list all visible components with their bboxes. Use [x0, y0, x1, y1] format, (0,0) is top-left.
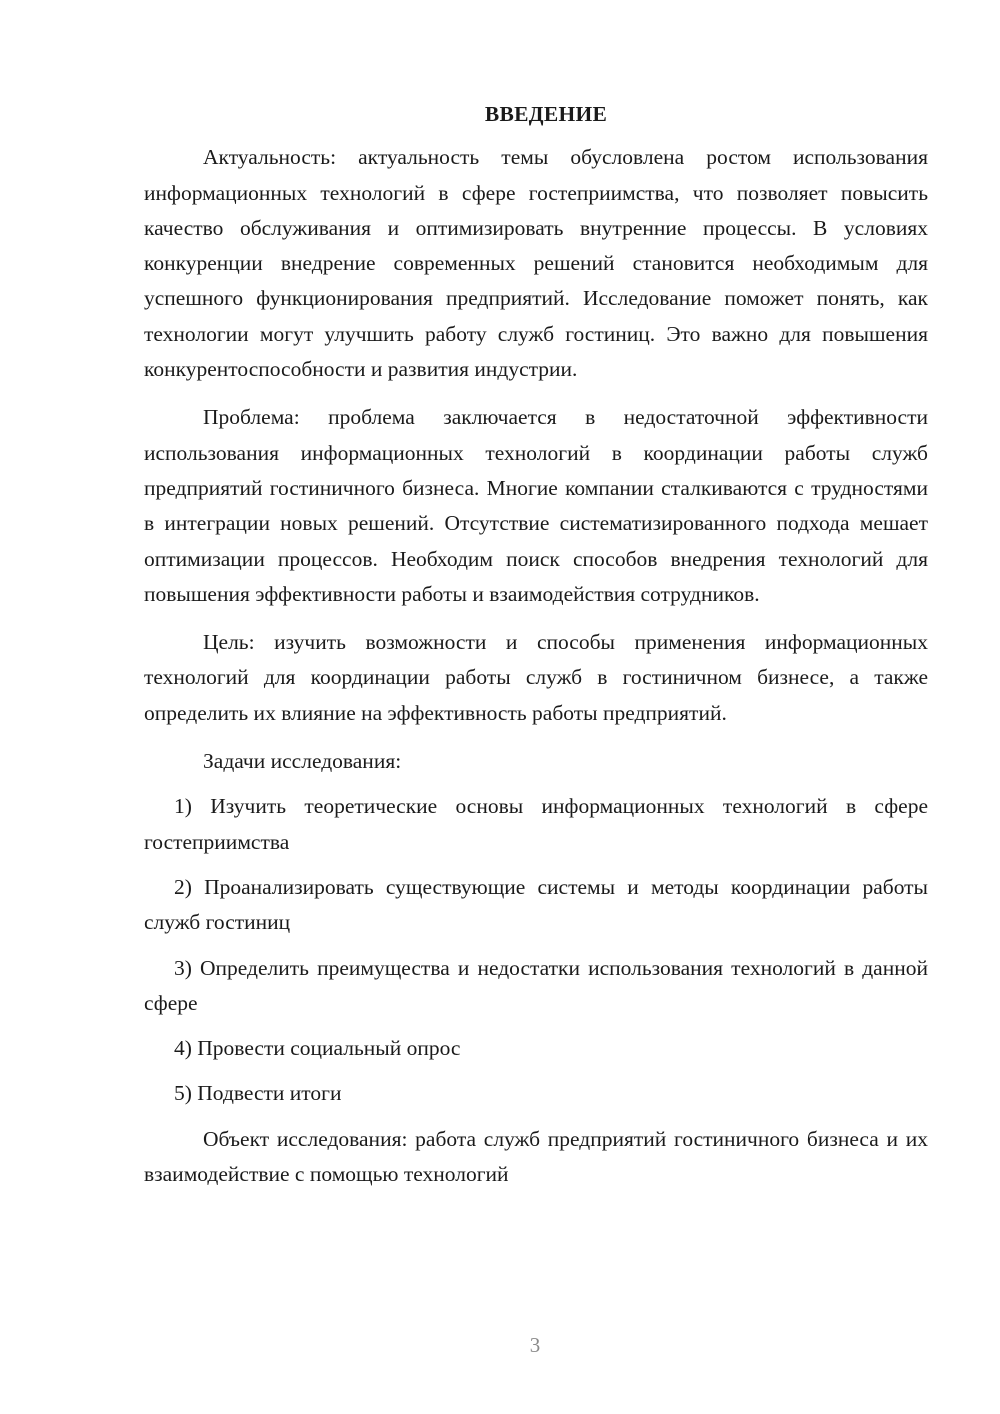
task-item-4: 4) Провести социальный опрос: [174, 1036, 461, 1061]
page-number: 3: [529, 1333, 541, 1357]
task-item-5: 5) Подвести итоги: [174, 1081, 342, 1106]
page-content: [144, 97, 928, 1205]
paragraph-object: Объект исследования: работа служб предприятий гостиничного бизнеса и их взаимодействие с помощью технологий: [144, 1126, 928, 1187]
section-title: ВВЕДЕНИЕ: [484, 102, 608, 126]
task-item-1: 1) Изучить теоретические основы информационных технологий в сфере гостеприимства: [144, 794, 928, 854]
paragraph-problem: Проблема: проблема заключается в недостаточной эффективности использования информационных технологий в координации работы служб предприятий гостиничного бизнеса. Многие компании сталкиваются с трудностями в интеграции новых решений. Отсутствие систематизированного подхода мешает оптимизации процессов. Необходим поиск способов внедрения технологий для повышения эффективности работы и взаимодействия сотрудников.: [144, 405, 928, 606]
paragraph-goal: Цель: изучить возможности и способы применения информационных технологий для координации работы служб в гостиничном бизнесе, а также определить их влияние на эффективность работы предприятий.: [144, 630, 928, 725]
paragraph-relevance: Актуальность: актуальность темы обусловлена ростом использования информационных технологий в сфере гостеприимства, что позволяет повысить качество обслуживания и оптимизировать внутренние процессы. В условиях конкуренции внедрение современных решений становится необходимым для успешного функционирования предприятий. Исследование поможет понять, как технологии могут улучшить работу служб гостиниц. Это важно для повышения конкурентоспособности и развития индустрии.: [144, 145, 928, 382]
task-item-3: 3) Определить преимущества и недостатки использования технологий в данной сфере: [144, 955, 928, 1015]
tasks-heading: Задачи исследования:: [203, 749, 402, 774]
task-item-2: 2) Проанализировать существующие системы и методы координации работы служб гостиниц: [144, 874, 928, 935]
